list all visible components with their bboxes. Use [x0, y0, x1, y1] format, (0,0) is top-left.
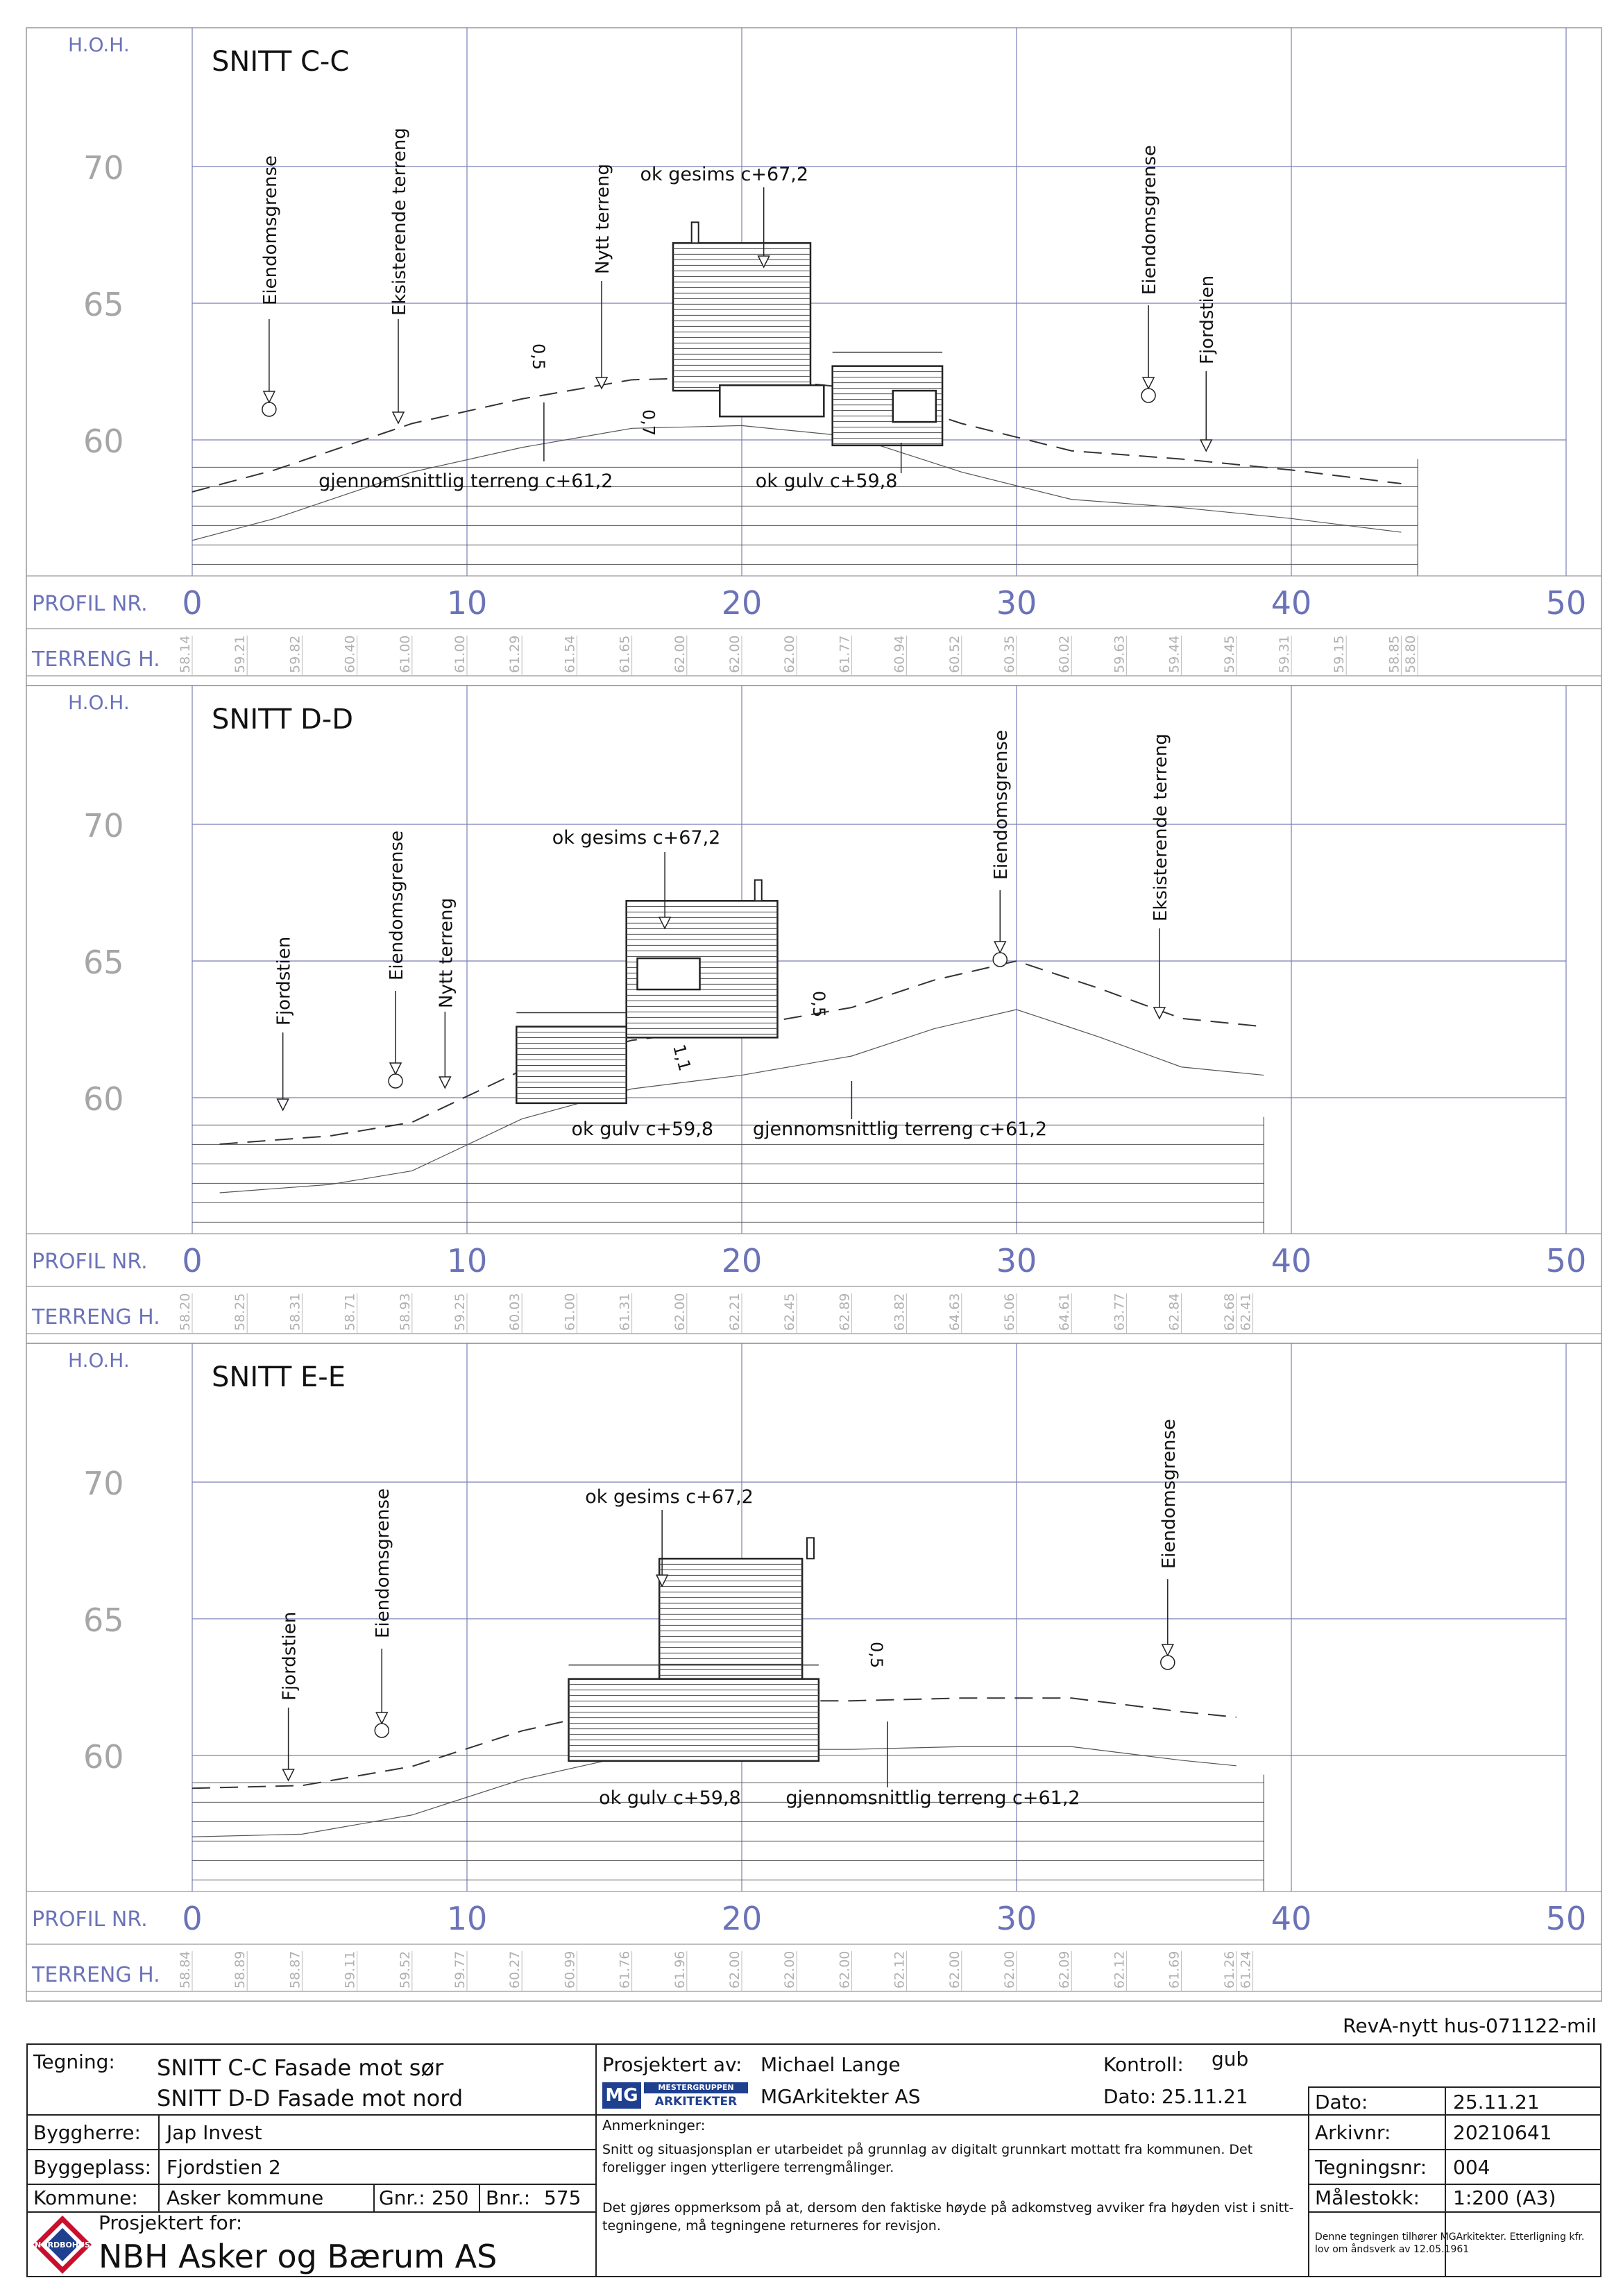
terreng-value: 63.82: [892, 1293, 908, 1331]
profil-tick-0: 0: [182, 1900, 203, 1937]
byggeplass-label: Byggeplass:: [33, 2156, 151, 2179]
hoh-label: H.O.H.: [68, 691, 130, 714]
terreng-value: 62.00: [672, 635, 688, 673]
terreng-value: 58.87: [287, 1950, 303, 1989]
window: [638, 958, 700, 989]
label-dim-0-7: 0,7: [638, 409, 658, 436]
property-line-right-arrow: [1162, 1644, 1173, 1656]
property-line-left-marker: [375, 1724, 389, 1737]
terreng-value: 58.93: [397, 1293, 413, 1331]
fjordstien-arrow: [283, 1769, 294, 1780]
label-existing-terrain: Eksisterende terreng: [1150, 733, 1171, 921]
dato-label: Dato:: [1315, 2091, 1368, 2114]
profil-nr-label: PROFIL NR.: [32, 1250, 148, 1274]
terreng-value: 59.25: [452, 1293, 468, 1331]
elevation-label-60: 60: [83, 1080, 124, 1118]
tegningsnr-label: Tegningsnr:: [1315, 2156, 1427, 2179]
property-line-right-arrow: [1143, 377, 1154, 389]
elevation-label-70: 70: [83, 807, 124, 844]
property-line-left-arrow: [390, 1063, 401, 1074]
kommune-label: Kommune:: [33, 2186, 138, 2209]
terreng-value: 59.15: [1332, 635, 1348, 673]
terreng-value: 61.77: [837, 635, 853, 673]
malestokk-label: Målestokk:: [1315, 2186, 1420, 2209]
kontroll-value: gub: [1212, 2048, 1249, 2070]
chimney: [692, 222, 699, 243]
terreng-value: 62.00: [672, 1293, 688, 1331]
window: [720, 385, 824, 416]
label-property-line-right: Eiendomsgrense: [1158, 1418, 1180, 1569]
terreng-value: 60.99: [562, 1950, 578, 1989]
section-snitt-d-d: [26, 686, 1601, 1343]
label-existing-terrain: Eksisterende terreng: [389, 128, 410, 316]
terreng-value: 59.45: [1221, 635, 1237, 673]
dato-mid-label: Dato:: [1103, 2085, 1157, 2108]
terreng-value: 62.12: [892, 1950, 908, 1989]
section-frame: [26, 28, 1601, 686]
label-average-terrain: gjennomsnittlig terreng c+61,2: [752, 1119, 1048, 1140]
client-name: NBH Asker og Bærum AS: [99, 2238, 498, 2275]
new-terrain-arrow: [596, 377, 607, 389]
revision-note: RevA-nytt hus-071122-mil: [1343, 2014, 1597, 2037]
label-gesims: ok gesims c+67,2: [585, 1486, 754, 1508]
profil-nr-label: PROFIL NR.: [32, 592, 148, 616]
terreng-value: 62.00: [727, 1950, 742, 1989]
property-line-right-arrow: [994, 942, 1005, 953]
elevation-label-65: 65: [83, 944, 124, 981]
terreng-value: 62.00: [946, 1950, 962, 1989]
note-1: Snitt og situasjonsplan er utarbeidet på grunnlag av digitalt grunnkart mottatt fra kommunen. Det foreligger ingen ytterligere terrengmålinger.: [602, 2142, 1253, 2175]
bnr-label: Bnr.:: [486, 2186, 531, 2209]
bnr-value: 575: [544, 2186, 581, 2209]
label-property-line-left: Eiendomsgrense: [386, 830, 408, 980]
prosjektert-av-value: Michael Lange: [760, 2053, 901, 2076]
building-lower-volume: [516, 1027, 626, 1103]
section-title: SNITT E-E: [212, 1361, 346, 1393]
terreng-value: 58.71: [342, 1293, 358, 1331]
terreng-value: 61.31: [617, 1293, 633, 1331]
terreng-value: 61.26: [1221, 1950, 1237, 1989]
label-floor: ok gulv c+59,8: [755, 470, 898, 492]
terreng-value: 62.41: [1238, 1293, 1254, 1331]
terreng-value: 58.85: [1386, 635, 1402, 673]
label-property-line-right: Eiendomsgrense: [1139, 144, 1161, 295]
terreng-value: 61.65: [617, 635, 633, 673]
byggherre-value: Jap Invest: [167, 2121, 262, 2144]
hoh-label: H.O.H.: [68, 1349, 130, 1372]
mestergruppen-logo: MG MESTERGRUPPEN ARKITEKTER: [602, 2080, 752, 2110]
terreng-value: 61.29: [507, 635, 523, 673]
byggherre-label: Byggherre:: [33, 2121, 141, 2144]
property-line-left-arrow: [264, 391, 275, 402]
prosjektert-for-label: Prosjektert for:: [99, 2211, 243, 2234]
label-dim-0-5: 0,5: [529, 343, 549, 371]
terreng-value: 58.80: [1403, 635, 1419, 673]
profil-tick-20: 20: [721, 584, 763, 622]
malestokk-value: 1:200 (A3): [1453, 2186, 1556, 2209]
anmerkninger-label: Anmerkninger:: [602, 2117, 706, 2134]
label-floor: ok gulv c+59,8: [571, 1119, 714, 1140]
label-property-line-left: Eiendomsgrense: [373, 1488, 394, 1638]
terreng-value: 63.77: [1112, 1293, 1128, 1331]
terreng-value: 60.35: [1002, 635, 1017, 673]
terreng-value: 58.31: [287, 1293, 303, 1331]
profil-tick-10: 10: [446, 1900, 488, 1937]
terreng-value: 64.61: [1057, 1293, 1073, 1331]
terreng-value: 62.89: [837, 1293, 853, 1331]
terreng-value: 59.21: [232, 635, 248, 673]
terreng-value: 58.20: [178, 1293, 193, 1331]
elevation-label-65: 65: [83, 1601, 124, 1639]
terreng-value: 59.63: [1112, 635, 1128, 673]
note-2: Det gjøres oppmerksom på at, dersom den faktiske høyde på adkomstveg avviker fra høyden vist i snitt-tegningene, må tegningene returneres for revisjon.: [602, 2200, 1294, 2234]
terreng-value: 61.00: [452, 635, 468, 673]
terreng-value: 62.12: [1112, 1950, 1128, 1989]
tegning-label: Tegning:: [33, 2050, 115, 2073]
profil-tick-20: 20: [721, 1242, 763, 1279]
title-block: [26, 2043, 1601, 2277]
label-property-line-left: Eiendomsgrense: [260, 155, 281, 305]
property-line-left-arrow: [376, 1712, 387, 1724]
label-floor: ok gulv c+59,8: [599, 1787, 741, 1809]
label-dim-0-5: 0,5: [808, 991, 829, 1018]
terreng-value: 61.54: [562, 635, 578, 673]
terreng-value: 62.00: [837, 1950, 853, 1989]
profil-tick-30: 30: [996, 1242, 1037, 1279]
terreng-value: 58.25: [232, 1293, 248, 1331]
profil-tick-10: 10: [446, 584, 488, 622]
terreng-h-label: TERRENG H.: [32, 1963, 160, 1987]
terreng-value: 58.89: [232, 1950, 248, 1989]
terreng-value: 58.14: [178, 635, 193, 673]
arkivnr-label: Arkivnr:: [1315, 2121, 1391, 2144]
elevation-label-60: 60: [83, 423, 124, 460]
tegning-line-2: SNITT D-D Fasade mot nord: [157, 2085, 464, 2111]
chimney: [807, 1538, 814, 1558]
profil-tick-20: 20: [721, 1900, 763, 1937]
profil-tick-50: 50: [1545, 1900, 1587, 1937]
firm-name: MGArkitekter AS: [760, 2085, 921, 2108]
property-line-right-marker: [1141, 389, 1155, 402]
tegningsnr-value: 004: [1453, 2156, 1490, 2179]
kommune-value: Asker kommune: [167, 2186, 324, 2209]
property-line-right-marker: [993, 953, 1007, 967]
profil-tick-50: 50: [1545, 1242, 1587, 1279]
terreng-value: 60.02: [1057, 635, 1073, 673]
terreng-value: 60.03: [507, 1293, 523, 1331]
terreng-value: 59.52: [397, 1950, 413, 1989]
gnr-label: Gnr.:: [379, 2186, 425, 2209]
existing-terrain-arrow: [1154, 1007, 1165, 1019]
fjordstien-arrow: [1200, 440, 1212, 451]
property-line-left-marker: [262, 402, 276, 416]
label-fjordstien: Fjordstien: [273, 936, 295, 1026]
section-snitt-e-e: [26, 1343, 1601, 2001]
terreng-value: 60.27: [507, 1950, 523, 1989]
nordbohus-logo: [31, 2214, 94, 2278]
label-property-line-right: Eiendomsgrense: [991, 729, 1012, 880]
label-dim-0-5: 0,5: [867, 1642, 887, 1669]
terreng-value: 62.68: [1221, 1293, 1237, 1331]
label-average-terrain: gjennomsnittlig terreng c+61,2: [318, 470, 613, 492]
building-upper-volume: [659, 1558, 802, 1695]
terreng-value: 62.45: [782, 1293, 798, 1331]
terreng-value: 61.69: [1166, 1950, 1182, 1989]
terreng-value: 59.44: [1166, 635, 1182, 673]
profil-tick-40: 40: [1271, 1900, 1312, 1937]
fjordstien-arrow: [278, 1099, 289, 1110]
terreng-value: 61.00: [397, 635, 413, 673]
building-lower-volume: [569, 1679, 819, 1761]
terreng-value: 62.09: [1057, 1950, 1073, 1989]
terreng-value: 62.00: [1002, 1950, 1017, 1989]
gnr-value: 250: [432, 2186, 469, 2209]
new-terrain-arrow: [439, 1077, 450, 1088]
hoh-label: H.O.H.: [68, 33, 130, 56]
profil-tick-10: 10: [446, 1242, 488, 1279]
profil-tick-50: 50: [1545, 584, 1587, 622]
terreng-value: 61.96: [672, 1950, 688, 1989]
arkivnr-value: 20210641: [1453, 2121, 1552, 2144]
terreng-value: 62.00: [782, 1950, 798, 1989]
terreng-h-label: TERRENG H.: [32, 647, 160, 672]
label-fjordstien: Fjordstien: [279, 1611, 300, 1701]
label-average-terrain: gjennomsnittlig terreng c+61,2: [785, 1787, 1080, 1809]
profil-tick-30: 30: [996, 1900, 1037, 1937]
elevation-label-65: 65: [83, 286, 124, 323]
terreng-value: 65.06: [1002, 1293, 1017, 1331]
tegning-line-1: SNITT C-C Fasade mot sør: [157, 2055, 444, 2081]
label-dim-1-1: 1,1: [669, 1042, 695, 1073]
svg-text:NORDBOHUS: NORDBOHUS: [35, 2240, 90, 2250]
copyright-note: Denne tegningen tilhører MGArkitekter. Etterligning kfr. lov om åndsverk av 12.05.1961: [1315, 2231, 1585, 2255]
elevation-label-70: 70: [83, 1465, 124, 1502]
terreng-value: 59.77: [452, 1950, 468, 1989]
kontroll-label: Kontroll:: [1103, 2053, 1184, 2076]
profil-nr-label: PROFIL NR.: [32, 1907, 148, 1932]
section-frame: [26, 1343, 1601, 2001]
terreng-value: 60.52: [946, 635, 962, 673]
window: [893, 391, 936, 422]
terreng-value: 59.31: [1277, 635, 1292, 673]
label-gesims: ok gesims c+67,2: [552, 827, 721, 849]
terreng-value: 62.84: [1166, 1293, 1182, 1331]
terreng-value: 62.00: [727, 635, 742, 673]
profil-tick-30: 30: [996, 584, 1037, 622]
terreng-value: 60.94: [892, 635, 908, 673]
label-new-terrain: Nytt terreng: [593, 163, 614, 274]
property-line-right-marker: [1161, 1656, 1175, 1669]
terreng-value: 61.76: [617, 1950, 633, 1989]
dato-mid-value: 25.11.21: [1162, 2085, 1248, 2108]
section-title: SNITT D-D: [212, 704, 354, 735]
section-snitt-c-c: [26, 28, 1601, 686]
elevation-label-60: 60: [83, 1738, 124, 1776]
prosjektert-av-label: Prosjektert av:: [602, 2053, 742, 2076]
elevation-label-70: 70: [83, 149, 124, 187]
section-title: SNITT C-C: [212, 46, 350, 78]
terreng-value: 60.40: [342, 635, 358, 673]
chimney: [755, 880, 762, 901]
terreng-value: 62.21: [727, 1293, 742, 1331]
existing-terrain-arrow: [393, 412, 404, 423]
label-fjordstien: Fjordstien: [1197, 275, 1218, 364]
terreng-value: 61.24: [1238, 1950, 1254, 1989]
dato-value: 25.11.21: [1453, 2091, 1540, 2114]
terreng-value: 61.00: [562, 1293, 578, 1331]
profil-tick-40: 40: [1271, 584, 1312, 622]
profil-tick-0: 0: [182, 1242, 203, 1279]
property-line-left-marker: [389, 1074, 402, 1088]
label-new-terrain: Nytt terreng: [436, 897, 457, 1008]
label-gesims: ok gesims c+67,2: [640, 164, 809, 185]
byggeplass-value: Fjordstien 2: [167, 2156, 281, 2179]
profil-tick-0: 0: [182, 584, 203, 622]
terreng-value: 62.00: [782, 635, 798, 673]
terreng-value: 59.82: [287, 635, 303, 673]
profil-tick-40: 40: [1271, 1242, 1312, 1279]
terreng-value: 58.84: [178, 1950, 193, 1989]
terreng-value: 64.63: [946, 1293, 962, 1331]
terreng-h-label: TERRENG H.: [32, 1305, 160, 1329]
terreng-value: 59.11: [342, 1950, 358, 1989]
